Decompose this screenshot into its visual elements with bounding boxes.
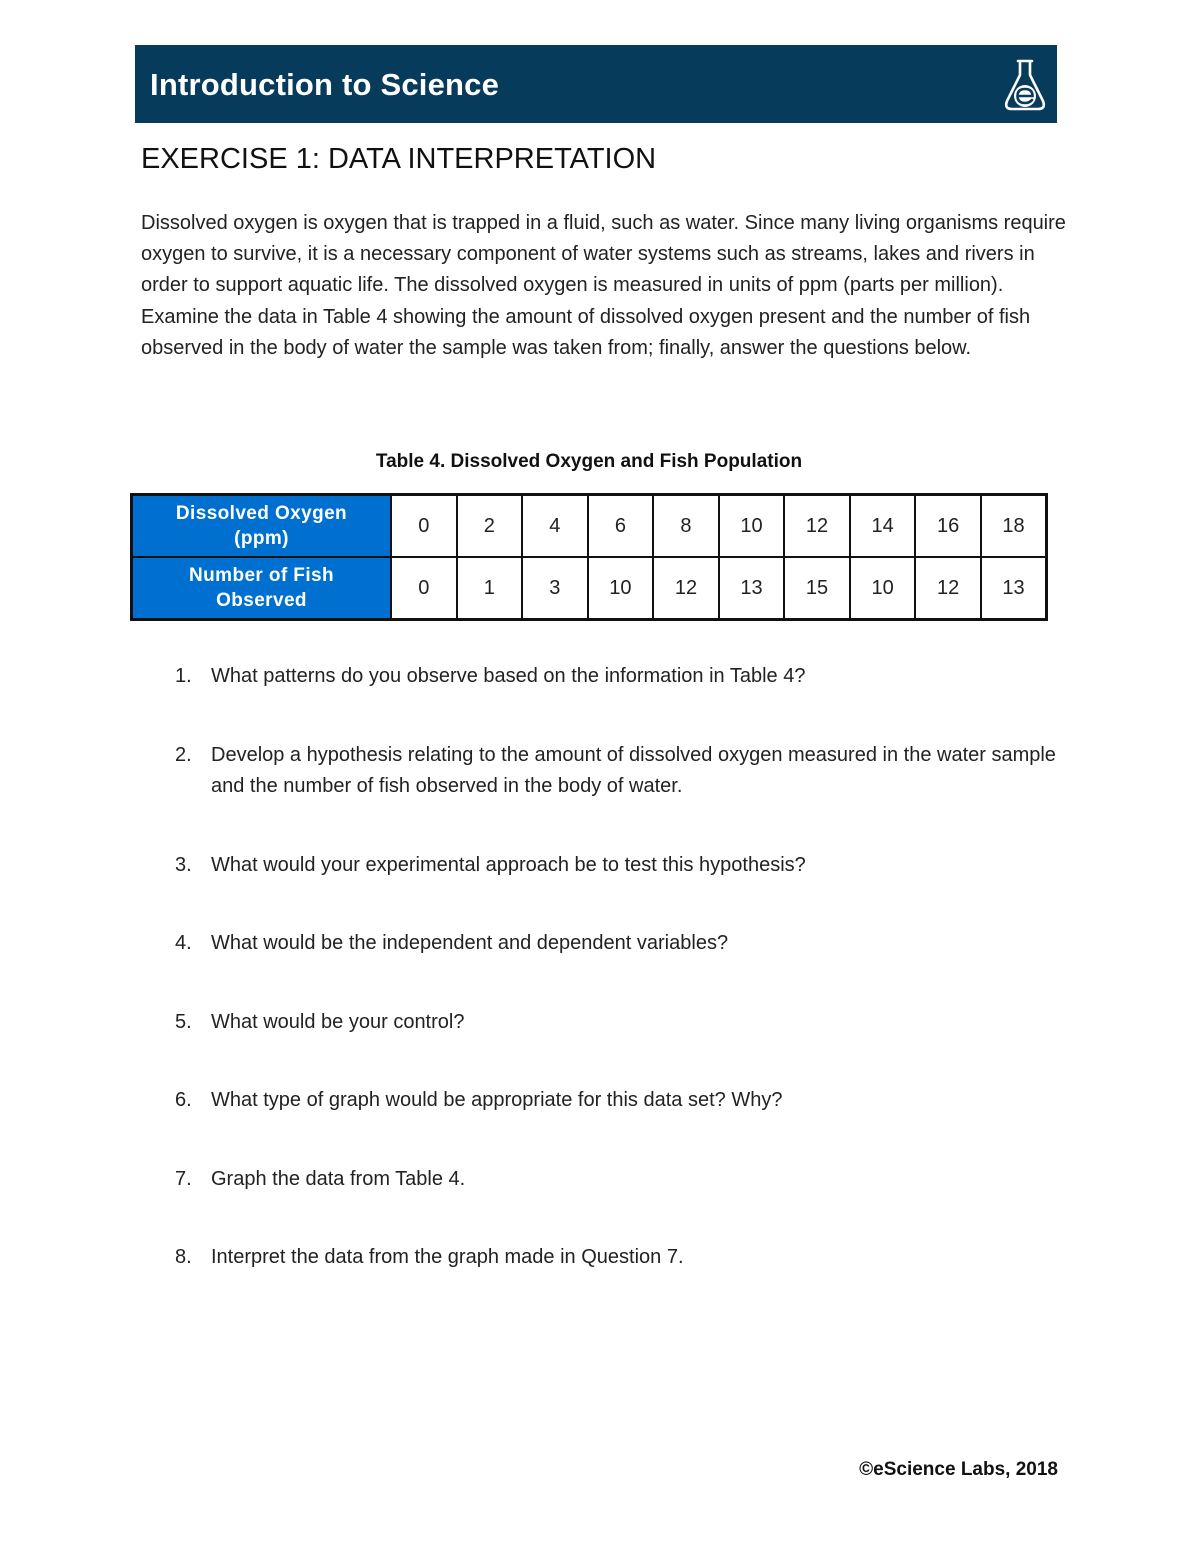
flask-e-icon [1001, 53, 1049, 115]
question-number: 8. [175, 1246, 192, 1268]
question-number: 4. [175, 932, 192, 954]
header-title: Introduction to Science [150, 67, 500, 102]
table-cell: 13 [981, 557, 1047, 620]
question-text: What would your experimental approach be to test this hypothesis? [211, 853, 806, 876]
table-cell: 0 [391, 557, 457, 620]
footer-copyright: ©eScience Labs, 2018 [859, 1459, 1058, 1480]
question-item [175, 928, 1065, 960]
question-text: What patterns do you observe based on the information in Table 4? [211, 665, 806, 687]
question-item [175, 1164, 1065, 1196]
table-cell: 12 [784, 495, 850, 558]
table-cell: 12 [653, 557, 719, 620]
question-item [175, 1242, 1065, 1274]
question-number: 2. [175, 743, 192, 766]
table-cell: 15 [784, 557, 850, 620]
question-number: 3. [175, 853, 192, 876]
question-item [175, 850, 1065, 882]
table-cell: 10 [719, 495, 785, 558]
row-header-line2: Observed [216, 590, 307, 611]
table-row [132, 557, 1047, 620]
row-header [132, 557, 392, 620]
question-item [175, 740, 1065, 803]
data-table [130, 493, 1048, 621]
table-cell: 12 [915, 557, 981, 620]
row-header-line2: (ppm) [234, 528, 289, 549]
table-cell: 3 [522, 557, 588, 620]
table-cell: 4 [522, 495, 588, 558]
question-text: What would be your control? [211, 1010, 465, 1033]
table-cell: 10 [850, 557, 916, 620]
question-number: 6. [175, 1089, 192, 1111]
row-header [132, 495, 392, 558]
table-cell: 16 [915, 495, 981, 558]
question-number: 7. [175, 1167, 192, 1190]
question-text: Graph the data from Table 4. [211, 1167, 466, 1190]
intro-paragraph: Dissolved oxygen is oxygen that is trapped in a fluid, such as water. Since many living organisms require oxygen to survive, it is a necessary component of water systems such as streams, lakes and rivers in order to support aquatic life. The dissolved oxygen is measured in units of ppm (parts per million). Examine the data in Table 4 showing the amount of dissolved oxygen present and the number of fish observed in the body of water the sample was taken from; finally, answer the questions below. [141, 212, 1066, 359]
table-cell: 14 [850, 495, 916, 558]
table-cell: 10 [588, 557, 654, 620]
data-table-body [132, 495, 1047, 620]
question-item [175, 1007, 1065, 1039]
header-banner [135, 45, 1057, 123]
row-header-line1: Number of Fish [189, 565, 334, 586]
table-cell: 13 [719, 557, 785, 620]
table-cell: 6 [588, 495, 654, 558]
question-item [175, 661, 1065, 693]
question-text: Develop a hypothesis relating to the amount of dissolved oxygen measured in the water sample and the number of fish observed in the body of water. [211, 743, 1056, 797]
table-caption: Table 4. Dissolved Oxygen and Fish Population [375, 451, 803, 472]
question-number: 1. [175, 665, 192, 687]
table-cell: 2 [457, 495, 523, 558]
table-cell: 18 [981, 495, 1047, 558]
table-cell: 1 [457, 557, 523, 620]
question-item [175, 1085, 1065, 1117]
question-text: What type of graph would be appropriate for this data set? Why? [211, 1089, 783, 1111]
table-cell: 8 [653, 495, 719, 558]
question-list [175, 661, 1065, 1321]
question-text: Interpret the data from the graph made in Question 7. [211, 1246, 684, 1268]
exercise-title: EXERCISE 1: DATA INTERPRETATION [141, 143, 657, 175]
table-row [132, 495, 1047, 558]
table-cell: 0 [391, 495, 457, 558]
row-header-line1: Dissolved Oxygen [175, 503, 348, 524]
question-number: 5. [175, 1010, 192, 1033]
question-text: What would be the independent and dependent variables? [211, 932, 729, 954]
